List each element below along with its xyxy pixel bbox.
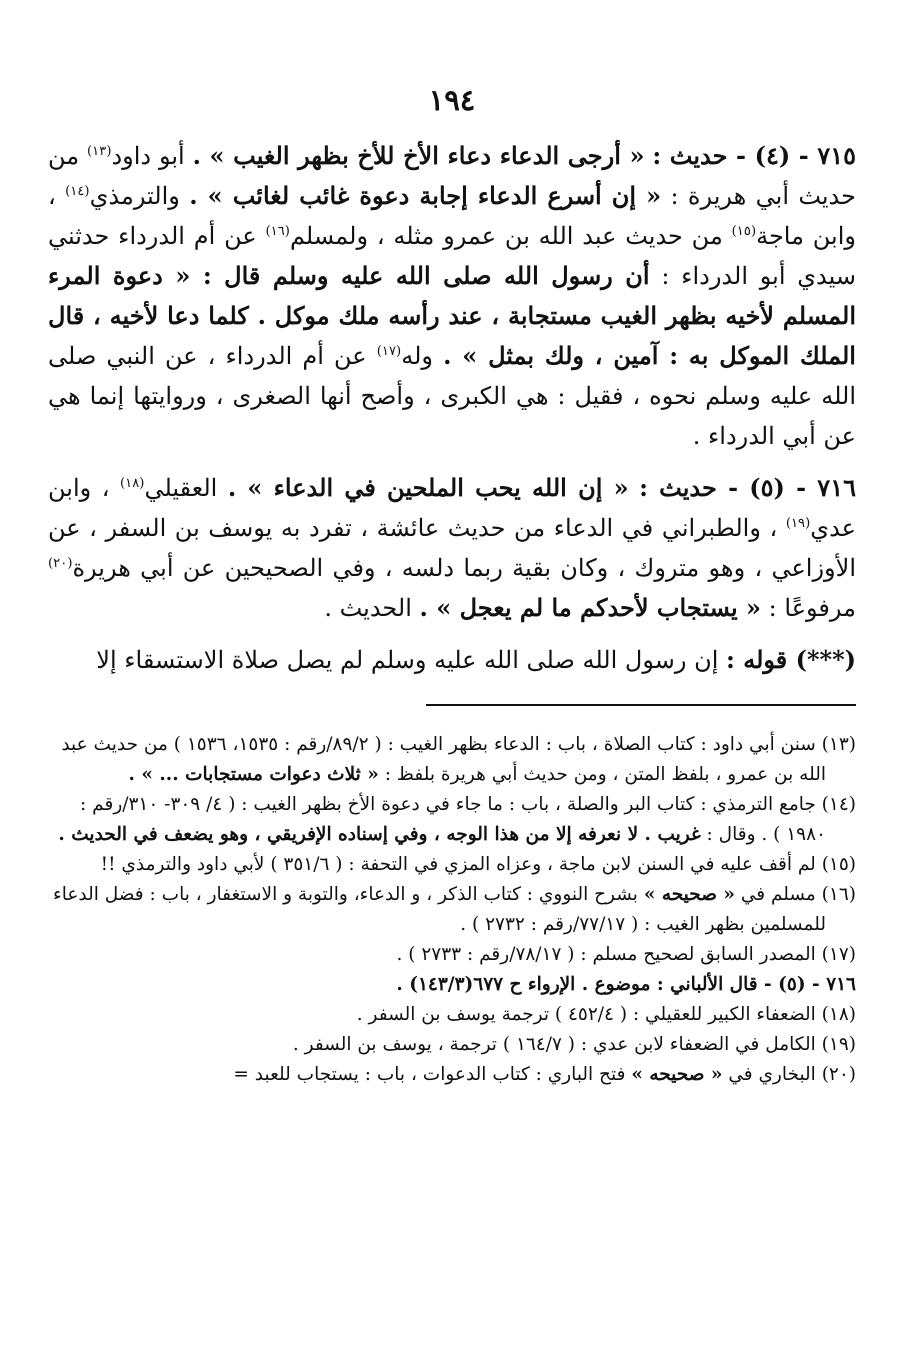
hadith-716-title: « إن الله يحب الملحين في الدعاء » . [227,473,629,502]
footnote-ref-18: (١٨) [119,476,145,491]
hadith-716-heading: ٧١٦ - (٥) - حديث : [639,473,856,502]
footnote-ref-17: (١٧) [376,344,402,359]
text: والترمذي [89,182,180,210]
text: العقيلي [144,474,218,502]
bold-text: « صحيحه » [643,884,735,905]
text: ، وابن عدي [48,474,856,542]
text: وله [401,342,433,370]
hadith-715 [48,136,856,456]
bold-text: « صحيحه » [631,1064,723,1085]
footnote-ref-15: (١٥) [731,224,757,239]
albani-note [48,970,856,1000]
text: ، وابن ماجة [48,182,856,250]
bold-text: « ثلاث دعوات مستجابات ... » . [128,764,379,785]
text: (١٦) مسلم في [740,884,856,905]
footnote-17: (١٧) المصدر السابق لصحيح مسلم : ( ٧٨/١٧/رقم : ٢٧٣٣ ) . [396,944,856,965]
main-text [48,136,856,680]
footnote-15: (١٥) لم أقف عليه في السنن لابن ماجة ، وعزاه المزي في التحفة : ( ٣٥١/٦ ) لأبي داود والترمذي !! [100,854,856,875]
text: (٢٠) البخاري في [728,1064,856,1085]
text: عن أم الدرداء ، عن النبي صلى الله عليه وسلم نحوه ، فقيل : هي الكبرى ، وأصح أنها الصغرى ، وروايتها إنما هي عن أبي الدرداء . [48,342,856,450]
text: عن أم الدرداء حدثني سيدي أبو الدرداء : [48,222,856,290]
footnote-ref-13: (١٣) [87,144,112,159]
footnote-ref-14: (١٤) [65,184,90,199]
quote: « إن أسرع الدعاء إجابة دعوة غائب لغائب » . [189,181,662,210]
footnote-16 [48,880,856,940]
footnote-ref-16: (١٦) [265,224,290,239]
text: أبو داود [111,142,185,170]
quote: « يستجاب لأحدكم ما لم يعجل » . [419,593,762,622]
footnote-18: (١٨) الضعفاء الكبير للعقيلي : ( ٤٥٢/٤ ) ترجمة يوسف بن السفر . [356,1004,856,1025]
footnote-ref-20: (٢٠) [48,556,73,571]
footnote-ref-19: (١٩) [785,516,811,531]
text: فتح الباري : كتاب الدعوات ، باب : يستجاب للعبد = [233,1064,626,1085]
footnote-13 [48,730,856,790]
text: بشرح النووي : كتاب الذكر ، و الدعاء، والتوبة و الاستغفار ، باب : فضل الدعاء للمسلمين بظهر الغيب : ( ٧٧/١٧/رقم : ٢٧٣٢ ) . [53,884,826,935]
text: من حديث عبد الله بن عمرو مثله ، ولمسلم [289,222,723,250]
hadith-716 [48,468,856,628]
text: مرفوعًا : [768,594,856,622]
text: (١٤) جامع الترمذي : كتاب البر والصلة ، باب : ما جاء في دعوة الأخ بظهر الغيب : ( ٤/ ٣٠٩- ٣١٠/رقم : ١٩٨٠ ) . وقال : [80,794,856,845]
footnote-14 [48,790,856,850]
text: إن رسول الله صلى الله عليه وسلم لم يصل صلاة الاستسقاء إلا [96,646,719,674]
text: من حديث أبي هريرة : [48,142,856,210]
footnote-20 [48,1060,856,1090]
footnote-19: (١٩) الكامل في الضعفاء لابن عدي : ( ١٦٤/٧ ) ترجمة ، يوسف بن السفر . [292,1034,856,1055]
footnotes [48,730,856,1090]
bold-text: غريب . لا نعرفه إلا من هذا الوجه ، وفي إسناده الإفريقي ، وهو يضعف في الحديث . [58,824,701,845]
text: الحديث . [324,594,412,622]
hadith-715-heading: ٧١٥ - (٤) - حديث : [652,141,857,170]
page-number: ١٩٤ [428,83,476,117]
starred-note [48,640,856,680]
hadith-715-title: « أرجى الدعاء دعاء الأخ للأخ بظهر الغيب » . [192,141,645,170]
footnote-divider [426,704,856,706]
starred-note-heading: (***) قوله : [726,645,856,674]
bold-text: ٧١٦ - (٥) - قال الألباني : موضوع . الإرواء ح ٦٧٧(١٤٣/٣) . [396,974,856,995]
quote: أن رسول الله صلى الله عليه وسلم قال : « دعوة المرء المسلم لأخيه بظهر الغيب مستجابة ، عند رأسه ملك موكل . كلما دعا لأخيه ، قال الملك الموكل به : آمين ، ولك بمثل » . [48,261,856,370]
text: ، والطبراني في الدعاء من حديث عائشة ، تفرد به يوسف بن السفر ، عن الأوزاعي ، وهو متروك ، وكان بقية ربما دلسه ، وفي الصحيحين عن أبي هريرة [48,514,856,582]
text: (١٣) سنن أبي داود : كتاب الصلاة ، باب : الدعاء بظهر الغيب : ( ٨٩/٢/رقم : ١٥٣٥، ١٥٣٦ ) من حديث عبد الله بن عمرو ، بلفظ المتن ، ومن حديث أبي هريرة بلفظ : [61,734,856,785]
